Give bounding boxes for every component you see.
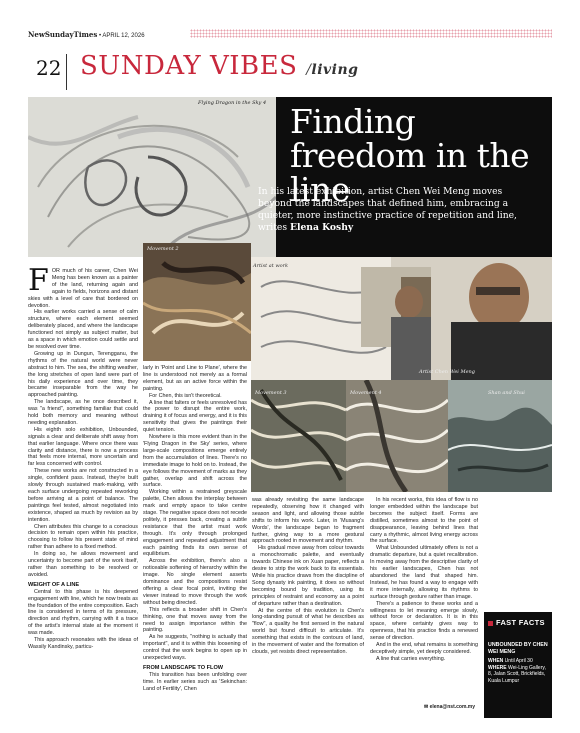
deck-text: In his latest exhibition, artist Chen Wei Meng moves beyond the landscapes that defined him, embracing a quieter, more instinctive practice of repetition and line, [258, 186, 517, 221]
where-value: Wei-Ling Gallery, 8, Jalan Scott, Brickfields, Kuala Lumpur [488, 664, 546, 684]
body-column-4 [370, 497, 478, 663]
caption-at-work: Artist at work [253, 263, 289, 269]
headline: Finding freedom in the line [290, 102, 530, 209]
movement-3-painting [251, 380, 346, 492]
caption-shan-and-shui: Shan and Shui [488, 390, 525, 396]
paragraph: A line that carries everything. [376, 655, 446, 662]
fast-facts-title: FAST FACTS [488, 618, 545, 627]
deck [258, 186, 518, 234]
paragraph: OR much of his career, Chen Wei Meng has been known as a painter of the land, returning again and again to fields, horizons and distant skies with a level of care that bordered on devotion. [28, 268, 138, 309]
paragraph: Working within a restrained greyscale palette, Chen allows the interplay between mark and empty space to take centre stage. The negative space does not recede politely, it presses back, creating a subtle resistance that the artist must work through. It's only through prolonged engagement and repeated adjustment that each painting finds its own sense of equilibrium. [143, 489, 247, 558]
paragraph: At the centre of this evolution is Chen's long-standing pursuit of what he describes as "flow", a quality he first sensed in the natural world but found difficult to articulate. It's something that exists in the contours of land, in the movement of water and the formation of clouds, yet resists direct representation. [252, 607, 364, 655]
paragraph: Chen attributes this change to a conscious decision to remain open within his practice, choosing to follow his present state of mind rather than adhere to a fixed method. [28, 523, 138, 551]
studio-scene [251, 257, 552, 380]
paragraph: As he suggests, "nothing is actually that important", and it is within this loosening of control that the work begins to open up in unexpected ways. [143, 634, 247, 662]
photo-shan-and-shui [448, 380, 552, 492]
paragraph: What Unbounded ultimately offers is not a dramatic departure, but a quiet recalibration. In moving away from the descriptive clarity of his earlier landscapes, Chen has not abandoned the land that shaped him. Instead, he has found a way to engage with it more internally, allowing its rhythms to surface through gesture rather than image. [370, 545, 478, 600]
caption-artist: Artist Chen Wei Meng [419, 369, 475, 375]
paragraph: This reflects a broader shift in Chen's thinking, one that moves away from the need to assign importance within the painting. [143, 606, 247, 634]
paragraph: There's a patience to these works and a willingness to let meaning emerge slowly, without force or declaration. It is in this space, where certainty gives way to openness, that his practice finds a renewed sense of direction. [370, 600, 478, 642]
author-email[interactable]: ✉ elena@nst.com.my [424, 704, 476, 710]
body-column-2 [143, 365, 247, 693]
paragraph: These new works are not constructed in a single, confident pass. Instead, they're built slowly through sustained mark-making, with each surface undergoing repeated reworking before arriving at a point of balance. The paintings feel tested, almost negotiated into existence, shaped as much by revision as by intention. [28, 468, 138, 523]
section-title [80, 51, 358, 81]
drop-cap: F [28, 263, 49, 298]
paragraph: This transition has been unfolding over time. In earlier series such as 'Sekinchan: Land of Fertility', Chen [143, 671, 247, 692]
paragraph: Growing up in Dungun, Terengganu, the rhythms of the natural world were never abstract to him. The sea, the shifting weather, the long stretches of open land were part of his daily experience and over time, they became inseparable from the way he approached painting. [28, 350, 138, 399]
paragraph: This approach resonates with the ideas of Wassily Kandinsky, particu- [28, 637, 138, 650]
photo-movement-4 [346, 380, 448, 492]
section-slash: / [306, 62, 312, 78]
masthead-brand: NewSundayTimes [28, 30, 98, 39]
shan-and-shui-painting [448, 380, 552, 492]
caption-movement-3: Movement 3 [255, 390, 287, 396]
subheading: FROM LANDSCAPE TO FLOW [143, 664, 224, 671]
paragraph: larly in 'Point and Line to Plane', where the line is understood not merely as a formal element, but as an active force within the painting. [143, 365, 247, 392]
hero-artwork [28, 97, 276, 257]
movement-4-painting [346, 380, 448, 492]
photo-movement-2 [143, 243, 251, 361]
paragraph: In his recent works, this idea of flow is no longer embedded within the landscape but becomes the subject itself. Forms are distilled, sometimes almost to the point of disappearance, leaving behind lines that carry a rhythmic, almost living energy across the surface. [370, 497, 478, 545]
caption-movement-4: Movement 4 [350, 390, 382, 396]
page-number: 22 [36, 56, 62, 80]
paragraph: His earlier works carried a sense of calm structure, where each element seemed deliberately placed, and where the landscape functioned not simply as subject matter, but as a space in which emotion could settle and be resolved over time. [28, 309, 138, 350]
fast-facts-box [484, 612, 552, 718]
paragraph: Central to this phase is his deepened engagement with line, which he now treats as the foundation of the entire composition. Each line is considered in terms of its pressure, direction and rhythm, carrying with it a trace of the artist's internal state at the moment it was made. [28, 588, 138, 637]
body-column-3 [252, 497, 364, 656]
dot-pattern-band [190, 29, 552, 38]
body-column-1 [28, 263, 138, 651]
when-value: Until April 30 [504, 658, 533, 664]
deck-author: Elena Koshy [289, 222, 354, 233]
paragraph: Across the exhibition, there's also a noticeable softening of hierarchy within the image. No single element asserts dominance and the compositions resist offering a clear focal point, inviting the viewer instead to move through the work without being directed. [143, 558, 247, 606]
caption-hero: Flying Dragon in the Sky 4 [198, 100, 267, 106]
paragraph: was already revisiting the same landscape repeatedly, observing how it changed with season and light, and allowing those subtle shifts to inform his work. Later, in 'Musang's Words', the landscape began to fragment further, giving way to a more gestural approach rooted in movement and rhythm. [252, 497, 364, 545]
swirl-painting [28, 97, 276, 257]
paragraph: The landscape, as he once described it, was "a friend", something familiar that could hold both memory and meaning without needing explanation. [28, 399, 138, 426]
section-sub: living [311, 62, 359, 78]
masthead-date: • APRIL 12, 2026 [98, 33, 145, 39]
paragraph: His eighth solo exhibition, Unbounded, signals a clear and deliberate shift away from that earlier language. Where once there was clarity and distance, there is now a process that feels more internal, more uncertain and far less concerned with control. [28, 426, 138, 468]
paragraph: A line that falters or feels unresolved has the power to disrupt the entire work, draining it of focus and energy, and it is this sensitivity that gives the paintings their quiet tension. [143, 399, 247, 434]
caption-movement-2: Movement 2 [147, 246, 179, 252]
photo-movement-3 [251, 380, 346, 492]
where-label: WHERE [488, 664, 507, 671]
deck-writes: writes [258, 222, 288, 233]
paragraph: For Chen, this isn't theoretical. [149, 392, 222, 399]
when-label: WHEN [488, 658, 504, 664]
movement-2-painting [143, 243, 251, 361]
paragraph: In doing so, he allows movement and uncertainty to become part of the work itself, rather than something to be resolved or avoided. [28, 551, 138, 578]
paragraph: Nowhere is this more evident than in the 'Flying Dragon in the Sky' series, where large-scale compositions emerge entirely from the accumulation of lines. There's no immediate image to hold on to. Instead, the eye follows the movement of marks as they gather, overlap and shift across the surface. [143, 434, 247, 489]
photo-artist-at-work [251, 257, 552, 380]
section-name: SUNDAY VIBES [80, 51, 298, 81]
fast-facts-details [488, 658, 550, 684]
paragraph: And in the end, what remains is something deceptively simple, yet deeply considered. [370, 642, 478, 655]
masthead [28, 30, 145, 39]
fast-facts-heading: UNBOUNDED BY CHEN WEI MENG [488, 642, 548, 655]
subheading: WEIGHT OF A LINE [28, 581, 80, 588]
paragraph: His gradual move away from colour towards a monochromatic palette, and eventually towards Chinese ink on Xuan paper, reflects a desire to strip the work back to its essentials. While his practice draws from the discipline of Song dynasty ink painting, it does so without becoming bound by tradition, using its principles of restraint and economy as a point of departure rather than a destination. [252, 545, 364, 607]
divider [66, 54, 67, 90]
